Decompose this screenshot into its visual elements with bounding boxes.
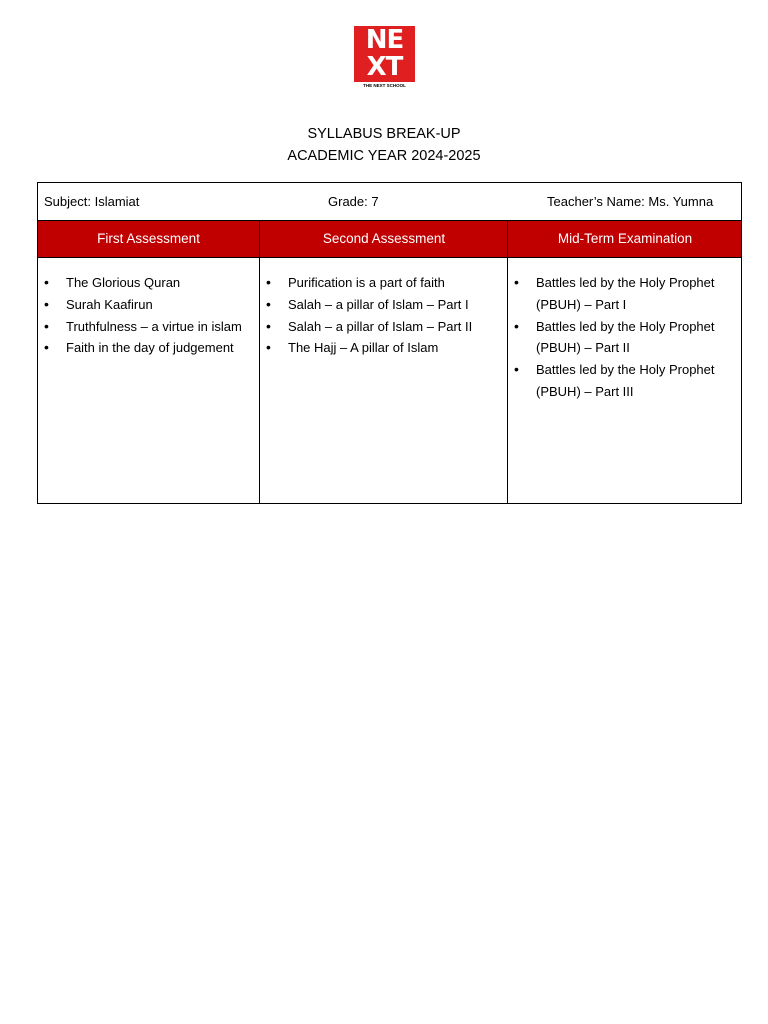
header-first-assessment: First Assessment <box>97 231 200 246</box>
first-assessment-topics <box>44 272 256 359</box>
list-item: • Purification is a part of faith <box>266 272 504 294</box>
list-item: • Battles led by the Holy Prophet (PBUH) – Part II <box>514 316 740 360</box>
header-mid-term-examination: Mid-Term Examination <box>557 231 693 246</box>
syllabus-table <box>37 182 742 504</box>
second-assessment-topics <box>266 272 504 359</box>
list-item: • Salah – a pillar of Islam – Part II <box>266 316 504 338</box>
grade-field: Grade: 7 <box>328 194 379 209</box>
list-item: • The Hajj – A pillar of Islam <box>266 337 504 359</box>
list-item: • Battles led by the Holy Prophet (PBUH) – Part I <box>514 272 740 316</box>
topic-list <box>44 272 256 359</box>
header-second-assessment: Second Assessment <box>322 231 446 246</box>
table-header-row <box>38 221 741 258</box>
list-item: • Faith in the day of judgement <box>44 337 256 359</box>
document-subtitle: ACADEMIC YEAR 2024-2025 <box>287 148 481 164</box>
document-title: SYLLABUS BREAK-UP <box>307 126 461 142</box>
topic-list <box>514 272 740 403</box>
logo-text-bottom: XT <box>366 52 403 82</box>
list-item: • Surah Kaafirun <box>44 294 256 316</box>
logo-text-top: NE <box>365 25 404 55</box>
logo-tagline: THE NEXT SCHOOL <box>363 83 406 88</box>
list-item: • Battles led by the Holy Prophet (PBUH) – Part III <box>514 359 740 403</box>
info-row <box>38 183 741 221</box>
school-logo <box>354 26 415 90</box>
column-divider <box>507 221 508 503</box>
list-item: • The Glorious Quran <box>44 272 256 294</box>
logo-mark <box>354 26 415 82</box>
column-divider <box>259 221 260 503</box>
topic-list <box>266 272 504 359</box>
mid-term-examination-topics <box>514 272 740 403</box>
subject-field: Subject: Islamiat <box>44 194 140 209</box>
teacher-field: Teacher’s Name: Ms. Yumna <box>547 194 714 209</box>
list-item: • Salah – a pillar of Islam – Part I <box>266 294 504 316</box>
list-item: • Truthfulness – a virtue in islam <box>44 316 256 338</box>
